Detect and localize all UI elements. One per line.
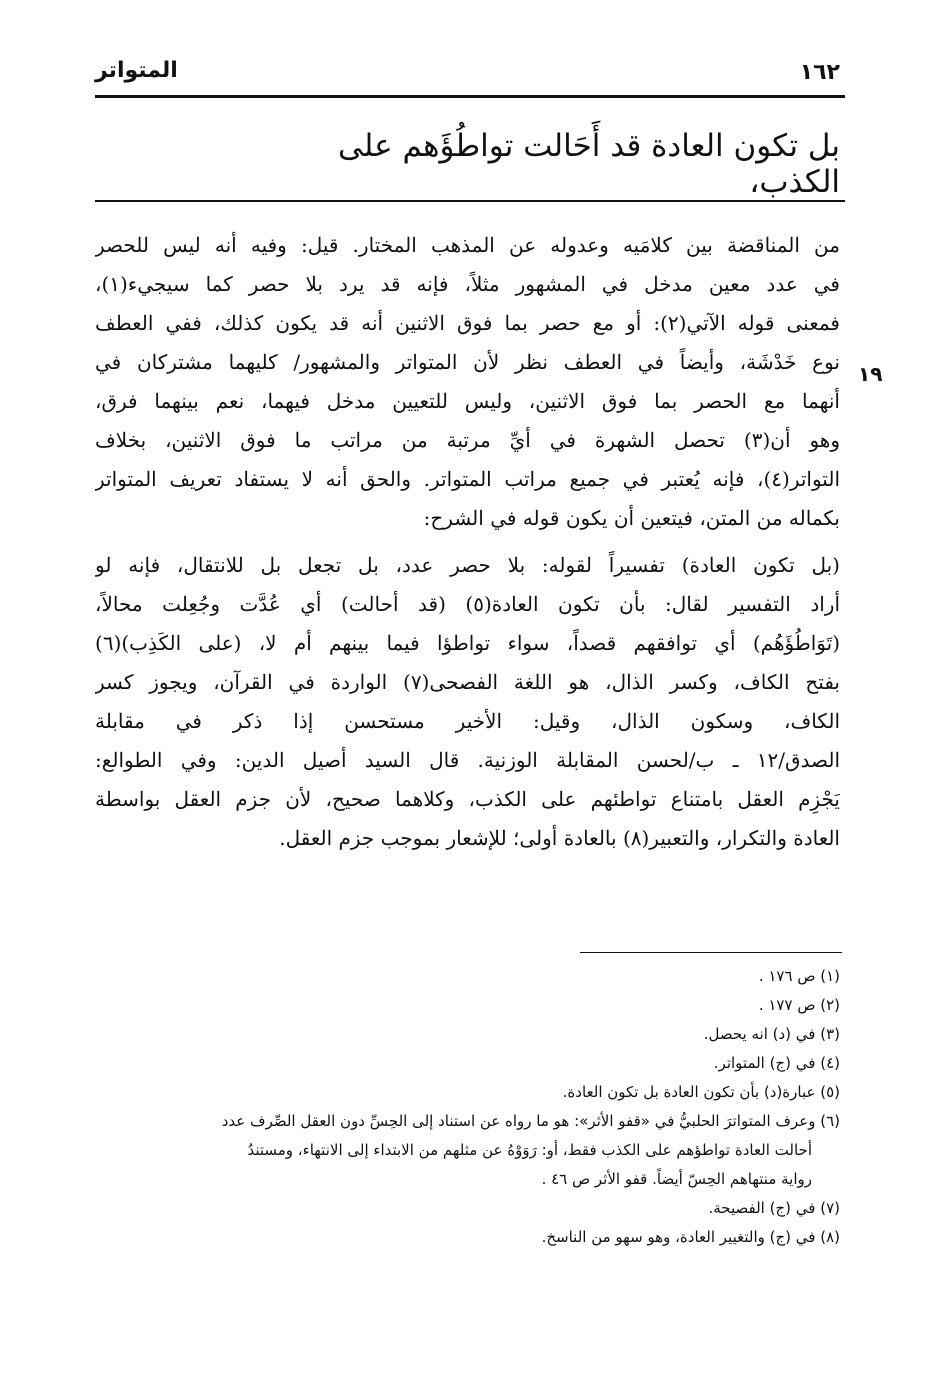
text-line: أراد التفسير لقال: بأن تكون العادة(٥) (قد أحالت) أي عُدَّت وجُعِلت محالاً، [95, 592, 840, 616]
footnote-continuation: أحالت العادة تواطؤهم على الكذب فقط، أو: رَوَوْهُ عن مثلهم من الابتداء إلى الانتهاء، ومستندُ [247, 1141, 812, 1159]
footnote: (٥) عبارة(د) بأن تكون العادة بل تكون العادة. [562, 1083, 840, 1101]
text-line: الصدق/١٢ ـ ب/لحسن المقابلة الوزنية. قال السيد أصيل الدين: وفي الطوالع: [95, 748, 840, 772]
text-line: (تَوَاطُؤَهُم) أي توافقهم قصداً، سواء تواطؤا فيما بينهم أم لا، (على الكَذِب)(٦) [95, 631, 840, 655]
page-number: ١٦٢ [799, 60, 840, 85]
text-line: فمعنى قوله الآتي(٢): أو مع حصر بما فوق الاثنين أنه قد يكون كذلك، ففي العطف [95, 311, 840, 335]
footnote: (٢) ص ١٧٧ . [758, 996, 840, 1014]
text-line: العادة والتكرار، والتعبير(٨) بالعادة أولى؛ للإشعار بموجب جزم العقل. [279, 826, 840, 850]
text-line: وهو أن(٣) تحصل الشهرة في أيِّ مرتبة من مراتب ما فوق الاثنين، بخلاف [95, 428, 840, 452]
footnote: (٧) في (ج) الفصيحة. [708, 1199, 840, 1217]
footnotes [95, 962, 840, 1252]
footnote: (١) ص ١٧٦ . [758, 967, 840, 985]
paragraph-2 [95, 546, 840, 858]
text-line: يَجْزِم العقل بامتناع تواطئهم على الكذب، وكلاهما صحيح، لأن جزم العقل بواسطة [95, 787, 840, 811]
text-line: (بل تكون العادة) تفسيراً لقوله: بلا حصر عدد، بل تجعل بل للانتقال، فإنه لو [95, 553, 840, 577]
footnote: (٣) في (د) انه يحصل. [703, 1025, 840, 1043]
text-line: الكاف، وسكون الذال، وقيل: الأخير مستحسن إذا ذكر في مقابلة [95, 709, 840, 733]
footnote: (٤) في (ج) المتواتر. [713, 1054, 840, 1072]
text-line: أنهما مع الحصر بما فوق الاثنين، وليس للتعيين مدخل فيهما، نعم بينهما فرق، [95, 389, 840, 413]
running-title: المتواتر [95, 58, 178, 83]
text-line: التواتر(٤)، فإنه يُعتبر في جميع مراتب المتواتر. والحق أنه لا يستفاد تعريف المتواتر [95, 467, 840, 491]
text-line: بفتح الكاف، وكسر الذال، هو اللغة الفصحى(٧) الواردة في القرآن، ويجوز كسر [95, 670, 840, 694]
text-line: من المناقضة بين كلامَيه وعدوله عن المذهب المختار. قيل: وفيه أنه ليس للحصر [95, 233, 840, 257]
matn-text: بل تكون العادة قد أَحَالت تواطُؤَهم على الكذب، [338, 128, 840, 200]
paragraph-1 [95, 226, 840, 538]
header-rule [95, 95, 845, 98]
matn-rule [95, 200, 845, 202]
footnote: (٨) في (ج) والتغيير العادة، وهو سهو من الناسخ. [541, 1228, 840, 1246]
text-line: نوع خَدْشَة، وأيضاً في العطف نظر لأن المتواتر والمشهور/ كليهما مشتركان في [95, 350, 840, 374]
commentary-body [95, 226, 840, 858]
footnote-rule [580, 952, 842, 953]
footnote: (٦) وعرف المتواترَ الحلبيُّ في «قفو الأثر»: هو ما رواه عن استناد إلى الحِسِّ دون العقل الصِّرف عدد [221, 1112, 840, 1130]
manuscript-folio-marker: ١٩ [858, 362, 883, 386]
text-line: بكماله من المتن، فيتعين أن يكون قوله في الشرح: [423, 506, 840, 530]
text-line: في عدد معين مدخل في المشهور مثلاً، فإنه قد يرد بلا حصر كما سيجيء(١)، [95, 272, 840, 296]
footnote-continuation: رواية منتهاهم الحِسّ أيضاً. قفو الأثر ص ٤٦ . [541, 1170, 812, 1188]
